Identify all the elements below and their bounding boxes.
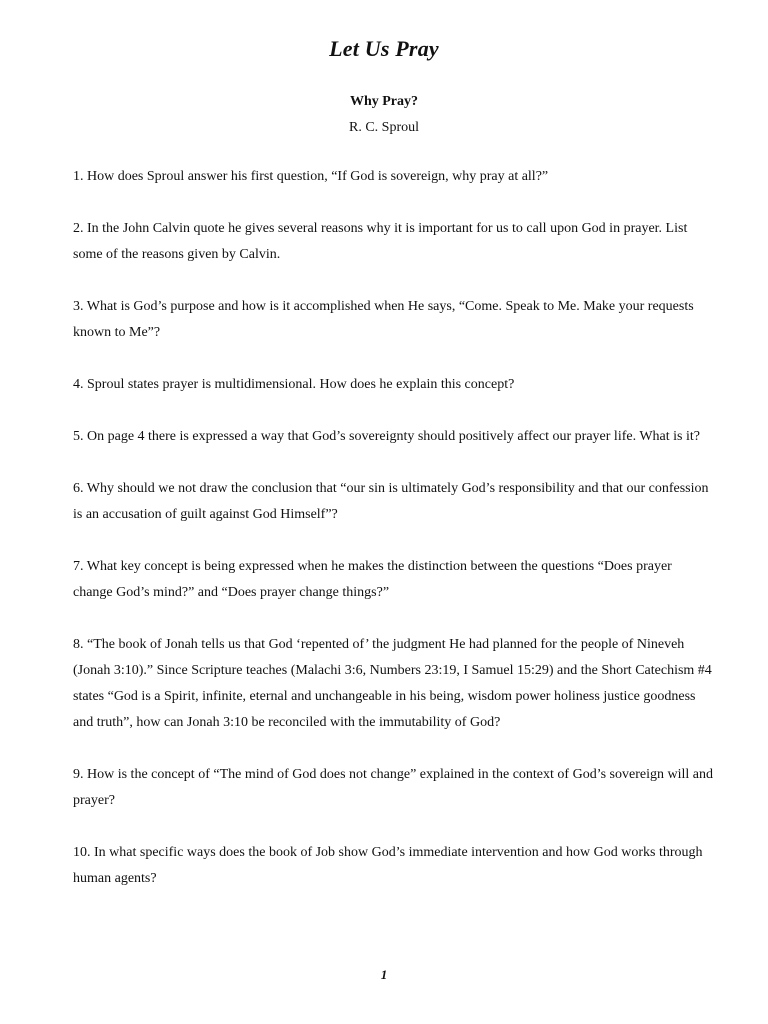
question-item: 3. What is God’s purpose and how is it accomplished when He says, “Come. Speak to Me. Make your requests known to Me”? — [73, 299, 694, 340]
document-title: Let Us Pray — [329, 36, 439, 61]
document-subtitle: Why Pray? — [349, 94, 419, 109]
question-item: 1. How does Sproul answer his first question, “If God is sovereign, why pray at all?” — [73, 169, 549, 184]
question-item: 5. On page 4 there is expressed a way that God’s sovereignty should positively affect our prayer life. What is it? — [73, 429, 700, 444]
question-item: 6. Why should we not draw the conclusion that “our sin is ultimately God’s responsibility and that our confession is an accusation of guilt against God Himself”? — [73, 481, 709, 522]
question-item: 7. What key concept is being expressed when he makes the distinction between the questions “Does prayer change God’s mind?” and “Does prayer change things?” — [73, 559, 672, 600]
question-item: 8. “The book of Jonah tells us that God ‘repented of’ the judgment He had planned for the people of Nineveh (Jonah 3:10).” Since Scripture teaches (Malachi 3:6, Numbers 23:19, I Samuel 15:29) and the Short Catechism #4 states “God is a Spirit, infinite, eternal and unchangeable in his being, wisdom power holiness justice goodness and truth”, how can Jonah 3:10 be reconciled with the immutability of God? — [73, 637, 712, 730]
question-item: 9. How is the concept of “The mind of God does not change” explained in the context of God’s sovereign will and prayer? — [73, 767, 713, 808]
question-item: 2. In the John Calvin quote he gives several reasons why it is important for us to call upon God in prayer. List some of the reasons given by Calvin. — [73, 221, 688, 262]
question-item: 4. Sproul states prayer is multidimensional. How does he explain this concept? — [73, 377, 515, 392]
question-item: 10. In what specific ways does the book of Job show God’s immediate intervention and how God works through human agents? — [73, 845, 703, 886]
page-number: 1 — [380, 967, 388, 982]
question-list — [73, 164, 713, 918]
document-author: R. C. Sproul — [348, 120, 419, 135]
